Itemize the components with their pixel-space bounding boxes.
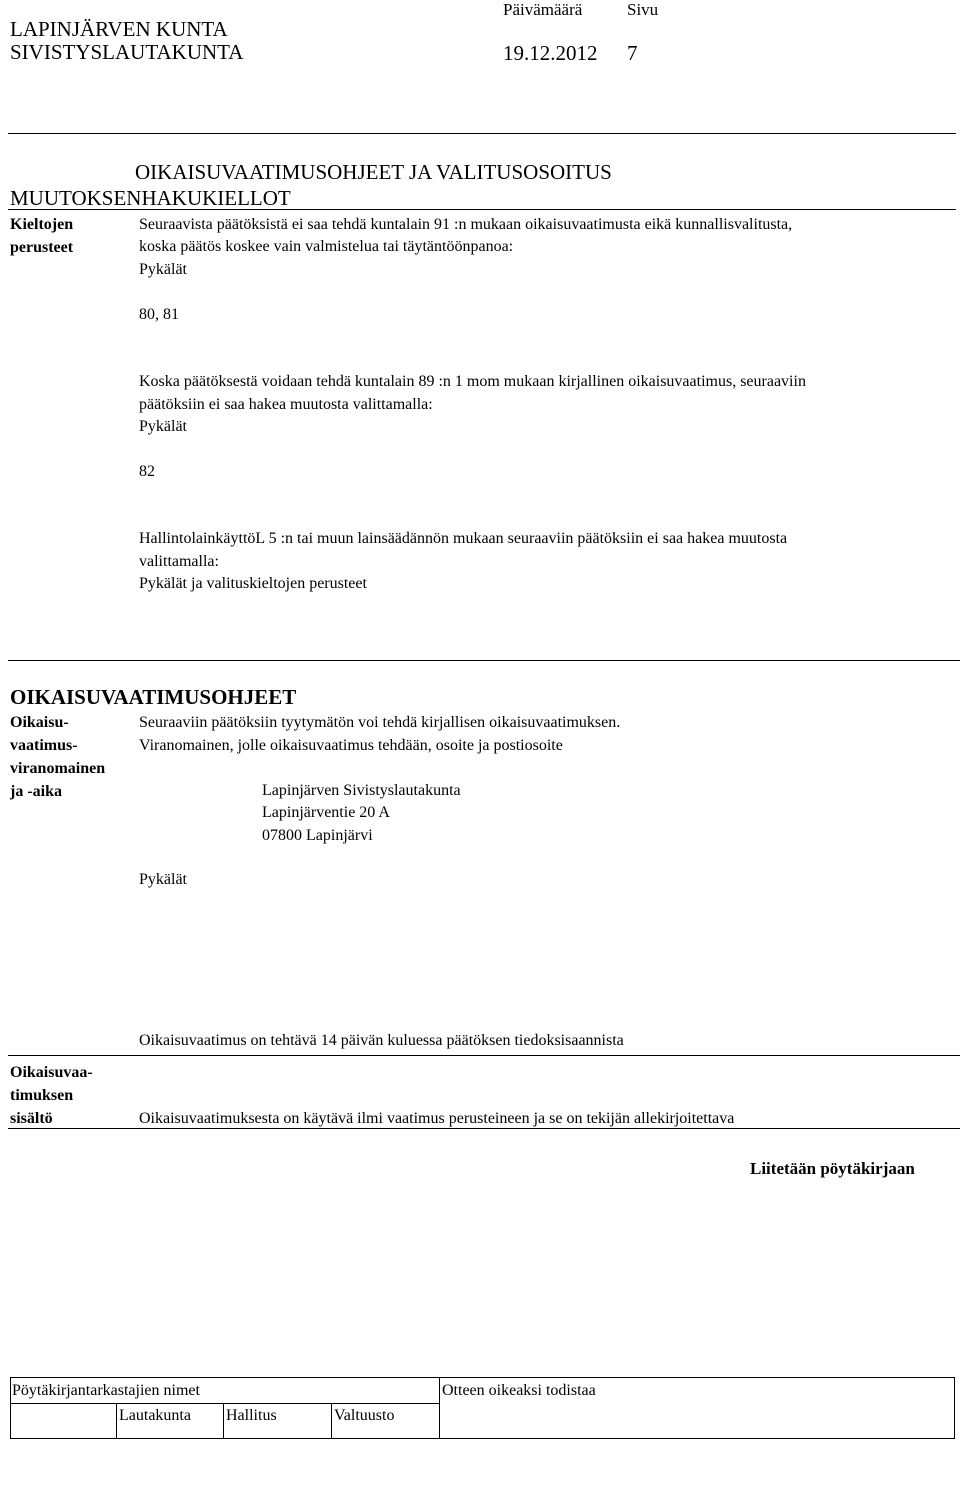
pykalat-label-3: Pykälät ja valituskieltojen perusteet — [139, 575, 367, 592]
footer-cell-divider-a — [116, 1403, 117, 1438]
section-heading-oikaisuvaatimusohjeet: OIKAISUVAATIMUSOHJEET — [10, 685, 297, 709]
page-label: Sivu — [627, 0, 659, 19]
footer-col-hallitus: Hallitus — [226, 1407, 277, 1424]
pykalat-label-1: Pykälät — [139, 261, 187, 278]
pykalat-value-1: 80, 81 — [139, 306, 179, 323]
certify-label: Otteen oikeaksi todistaa — [442, 1382, 596, 1399]
footer-cell-divider-c — [331, 1403, 332, 1438]
oikaisu-line1: Seuraaviin päätöksiin tyytymätön voi tehdä kirjallisen oikaisuvaatimuksen. — [139, 714, 621, 731]
deadline-divider — [8, 1055, 960, 1056]
address-line2: Lapinjärventie 20 A — [262, 804, 390, 821]
para3-line1: HallintolainkäyttöL 5 :n tai muun lainsäädännön mukaan seuraaviin päätöksiin ei saa hakea muutosta — [139, 530, 788, 547]
date-value: 19.12.2012 — [503, 41, 598, 65]
side-label-vaatimus: vaatimus- — [10, 737, 78, 754]
content-divider — [8, 1128, 960, 1129]
oikaisu-line2: Viranomainen, jolle oikaisuvaatimus tehdään, osoite ja postiosoite — [139, 737, 563, 754]
side-label-oikaisu: Oikaisu- — [10, 714, 69, 731]
address-line1: Lapinjärven Sivistyslautakunta — [262, 782, 461, 799]
organization-name: LAPINJÄRVEN KUNTA — [10, 17, 228, 41]
pykalat-label-2: Pykälät — [139, 418, 187, 435]
content-side-label-3: sisältö — [10, 1110, 53, 1127]
deadline-text: Oikaisuvaatimus on tehtävä 14 päivän kuluessa päätöksen tiedoksisaannista — [139, 1032, 624, 1049]
address-line3: 07800 Lapinjärvi — [262, 827, 373, 844]
inspectors-label: Pöytäkirjantarkastajien nimet — [12, 1382, 200, 1399]
side-label-viranomainen: viranomainen — [10, 760, 106, 777]
para3-line2: valittamalla: — [139, 553, 219, 570]
pykalat-value-2: 82 — [139, 463, 155, 480]
footer-row-divider — [10, 1403, 440, 1404]
section-divider-oikaisu — [8, 660, 960, 661]
content-text: Oikaisuvaatimuksesta on käytävä ilmi vaatimus perusteineen ja se on tekijän allekirjoitettava — [139, 1110, 735, 1127]
footer-col-divider — [439, 1377, 440, 1438]
attach-note: Liitetään pöytäkirjaan — [750, 1159, 915, 1178]
para1-line1: Seuraavista päätöksistä ei saa tehdä kuntalain 91 :n mukaan oikaisuvaatimusta eikä kunnallisvalitusta, — [139, 216, 793, 233]
footer-col-lautakunta: Lautakunta — [119, 1407, 191, 1424]
page-number: 7 — [627, 41, 638, 65]
oikaisu-pykalat-label: Pykälät — [139, 871, 187, 888]
content-side-label-1: Oikaisuvaa- — [10, 1064, 93, 1081]
content-side-label-2: timuksen — [10, 1087, 74, 1104]
footer-cell-divider-b — [223, 1403, 224, 1438]
para2-line2: päätöksiin ei saa hakea muutosta valittamalla: — [139, 396, 433, 413]
committee-name: SIVISTYSLAUTAKUNTA — [10, 40, 244, 64]
page-title: OIKAISUVAATIMUSOHJEET JA VALITUSOSOITUS — [135, 160, 612, 184]
para1-line2: koska päätös koskee vain valmistelua tai täytäntöönpanoa: — [139, 238, 514, 255]
header-divider — [8, 133, 956, 134]
para2-line1: Koska päätöksestä voidaan tehdä kuntalain 89 :n 1 mom mukaan kirjallinen oikaisuvaatimus, seuraaviin — [139, 373, 806, 390]
side-label-ja-aika: ja -aika — [10, 783, 62, 800]
side-label-perusteet: perusteet — [10, 239, 74, 256]
date-label: Päivämäärä — [503, 0, 583, 19]
section-heading-muutoksenhakukiellot: MUUTOKSENHAKUKIELLOT — [10, 186, 291, 210]
side-label-kieltojen: Kieltojen — [10, 216, 74, 233]
footer-col-valtuusto: Valtuusto — [334, 1407, 395, 1424]
section-divider — [8, 209, 956, 210]
